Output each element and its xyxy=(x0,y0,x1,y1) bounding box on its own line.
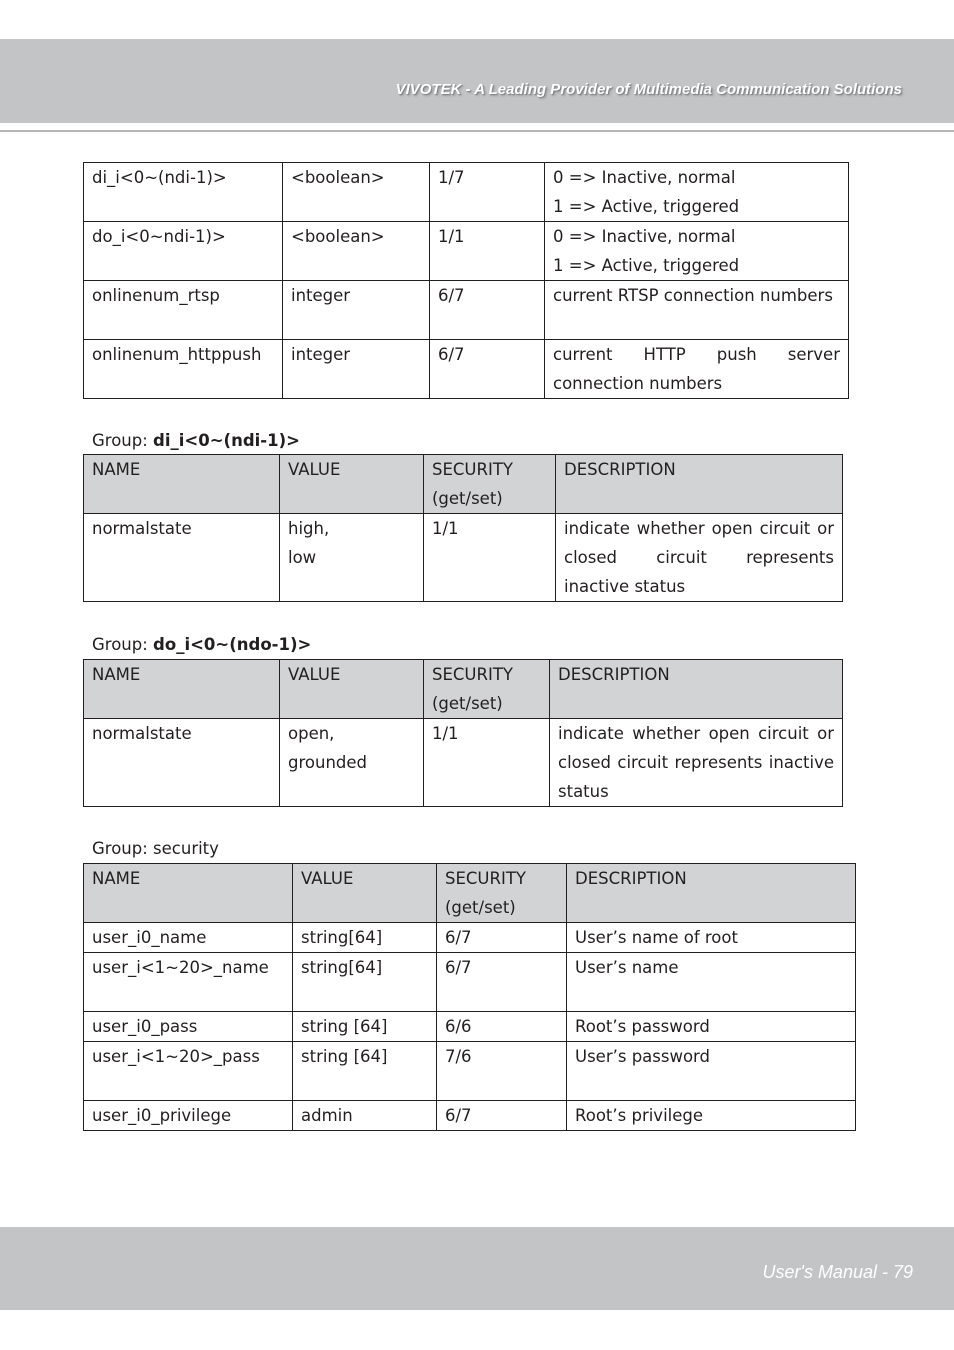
group-di-table xyxy=(83,454,843,602)
page-header xyxy=(0,39,954,123)
header-description: DESCRIPTION xyxy=(567,864,856,923)
header-security xyxy=(424,455,556,514)
group-do-table xyxy=(83,659,843,807)
param-description: User’s name of root xyxy=(567,923,856,953)
param-description: current HTTP push server connection numbers xyxy=(545,340,849,399)
table-row xyxy=(84,923,856,953)
table-row xyxy=(84,222,849,281)
param-description: current RTSP connection numbers xyxy=(545,281,849,340)
table-header-row xyxy=(84,660,843,719)
description-line: 0 => Inactive, normal xyxy=(553,227,736,246)
table-row xyxy=(84,719,843,807)
group-heading-do xyxy=(92,635,311,655)
value-line: grounded xyxy=(288,753,368,772)
status-parameters-table xyxy=(83,162,849,399)
param-name: user_i0_privilege xyxy=(84,1101,293,1131)
group-security-table xyxy=(83,863,856,1131)
param-value: admin xyxy=(293,1101,437,1131)
param-description: Root’s password xyxy=(567,1012,856,1042)
table-header-row xyxy=(84,864,856,923)
table-row xyxy=(84,1042,856,1101)
param-value: string[64] xyxy=(293,923,437,953)
table-row xyxy=(84,514,843,602)
param-description xyxy=(545,222,849,281)
value-line: open, xyxy=(288,724,335,743)
header-description: DESCRIPTION xyxy=(556,455,843,514)
param-name: onlinenum_rtsp xyxy=(84,281,283,340)
param-value: <boolean> xyxy=(283,222,430,281)
param-name: do_i<0~ndi-1)> xyxy=(84,222,283,281)
header-security-label: SECURITY xyxy=(445,869,526,888)
param-security: 1/1 xyxy=(430,222,545,281)
table-row xyxy=(84,1101,856,1131)
header-security-sub: (get/set) xyxy=(432,694,503,713)
param-name: user_i0_pass xyxy=(84,1012,293,1042)
param-description: User’s name xyxy=(567,953,856,1012)
header-security xyxy=(437,864,567,923)
param-security: 6/7 xyxy=(437,953,567,1012)
table-row xyxy=(84,281,849,340)
param-security: 1/7 xyxy=(430,163,545,222)
param-name: user_i<1~20>_pass xyxy=(84,1042,293,1101)
param-name: normalstate xyxy=(84,719,280,807)
param-value: string [64] xyxy=(293,1012,437,1042)
table-row xyxy=(84,1012,856,1042)
group-label: Group: xyxy=(92,635,148,654)
param-description: indicate whether open circuit or closed circuit represents inactive status xyxy=(556,514,843,602)
table-row xyxy=(84,953,856,1012)
param-name: user_i<1~20>_name xyxy=(84,953,293,1012)
header-divider xyxy=(0,130,954,132)
group-label: Group: xyxy=(92,431,148,450)
header-title: VIVOTEK - A Leading Provider of Multimedia Communication Solutions xyxy=(395,81,902,98)
header-security-label: SECURITY xyxy=(432,460,513,479)
param-security: 6/7 xyxy=(437,1101,567,1131)
description-line: 0 => Inactive, normal xyxy=(553,168,736,187)
param-description: User’s password xyxy=(567,1042,856,1101)
param-value: string[64] xyxy=(293,953,437,1012)
param-security: 7/6 xyxy=(437,1042,567,1101)
param-value: integer xyxy=(283,340,430,399)
param-description xyxy=(545,163,849,222)
header-security-sub: (get/set) xyxy=(445,898,516,917)
value-line: low xyxy=(288,548,317,567)
param-security: 1/1 xyxy=(424,514,556,602)
description-line: 1 => Active, triggered xyxy=(553,197,740,216)
page-footer xyxy=(0,1227,954,1310)
param-value xyxy=(280,719,424,807)
param-name: normalstate xyxy=(84,514,280,602)
param-security: 1/1 xyxy=(424,719,550,807)
page-number: User's Manual - 79 xyxy=(762,1262,913,1282)
param-security: 6/7 xyxy=(437,923,567,953)
group-name: do_i<0~(ndo-1)> xyxy=(153,635,312,654)
param-security: 6/7 xyxy=(430,340,545,399)
value-line: high, xyxy=(288,519,330,538)
header-name: NAME xyxy=(84,864,293,923)
header-security-sub: (get/set) xyxy=(432,489,503,508)
header-name: NAME xyxy=(84,660,280,719)
param-description: indicate whether open circuit or closed circuit represents inactive status xyxy=(550,719,843,807)
header-value: VALUE xyxy=(280,660,424,719)
param-security: 6/6 xyxy=(437,1012,567,1042)
table-row xyxy=(84,340,849,399)
group-name: di_i<0~(ndi-1)> xyxy=(153,431,300,450)
group-heading-security: Group: security xyxy=(92,839,219,858)
header-value: VALUE xyxy=(280,455,424,514)
param-name: onlinenum_httppush xyxy=(84,340,283,399)
header-security-label: SECURITY xyxy=(432,665,513,684)
table-row xyxy=(84,163,849,222)
group-heading-di xyxy=(92,431,300,451)
header-description: DESCRIPTION xyxy=(550,660,843,719)
header-value: VALUE xyxy=(293,864,437,923)
param-value: <boolean> xyxy=(283,163,430,222)
param-value: integer xyxy=(283,281,430,340)
param-security: 6/7 xyxy=(430,281,545,340)
param-description: Root’s privilege xyxy=(567,1101,856,1131)
param-name: user_i0_name xyxy=(84,923,293,953)
header-security xyxy=(424,660,550,719)
description-line: 1 => Active, triggered xyxy=(553,256,740,275)
param-name: di_i<0~(ndi-1)> xyxy=(84,163,283,222)
param-value: string [64] xyxy=(293,1042,437,1101)
header-name: NAME xyxy=(84,455,280,514)
param-value xyxy=(280,514,424,602)
table-header-row xyxy=(84,455,843,514)
